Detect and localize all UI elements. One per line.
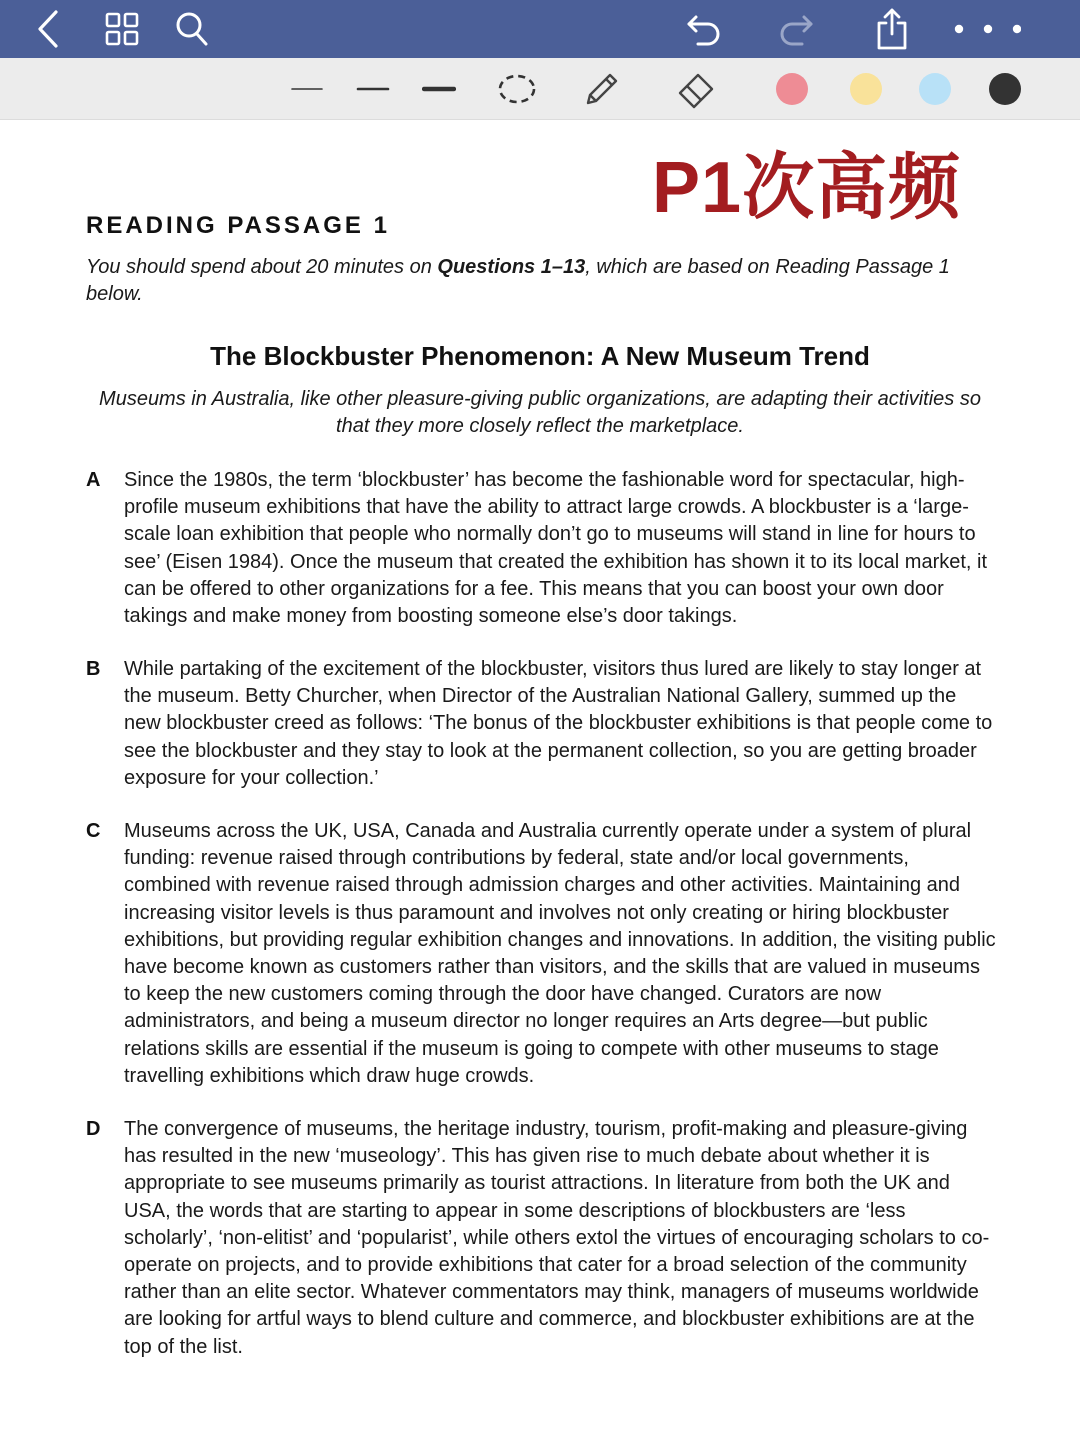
pen-toolbar [0,58,1080,120]
instructions [86,254,1006,308]
undo-icon[interactable] [680,0,728,58]
document-page[interactable] [0,120,1080,1440]
paragraph-text: The convergence of museums, the heritage industry, tourism, profit-making and pleasure-giving has resulted in the new ‘museology’. This has given rise to much debate about whether it is appropriate to see museums primarily as tourist attractions. In literature from both the UK and USA, the words that are starting to appear in some descriptions of blockbusters are ‘less scholarly’, ‘non-elitist’ and ‘popularist’, while others extol the virtues of encouraging scholars to co-operate on projects, and to provide exhibitions that cater for a broad selection of the community rather than an elite sector. Whatever commentators may think, managers of museums worldwide are looking for artful ways to blend culture and commerce, and blockbuster exhibitions are at the top of the list. [124,1118,990,1358]
paragraph-c [86,818,996,1090]
medium-line-icon[interactable] [354,58,392,120]
app-toolbar [0,0,1080,58]
paragraph-text: While partaking of the excitement of the blockbuster, visitors thus lured are likely to stay longer at the museum. Betty Churcher, when Director of the Australian National Gallery, summed up the new blockbuster creed as follows: ‘The bonus of the blockbuster exhibitions is that people come to see the blockbuster and they stay to look at the permanent collection, so you are getting broader exposure for your collection.’ [124,658,993,789]
paragraph-letter: D [86,1118,101,1140]
lasso-icon[interactable] [494,58,540,120]
paragraph-a [86,467,996,630]
paragraph-text: Since the 1980s, the term ‘blockbuster’ has become the fashionable word for spectacular, high-profile museum exhibitions that have the ability to attract large crowds. A blockbuster is a ‘large-scale loan exhibition that people who normally don’t go to museums will stand in line for hours to see’ (Eisen 1984). Once the museum that created the exhibition has shown it to its local market, it can be offered to other organizations for a fee. This means that you can boost your own door takings and make money from boosting someone else’s door takings. [124,469,988,628]
passage-heading: READING PASSAGE 1 [86,212,390,239]
stamp-label: P1次高频 [652,148,962,228]
paragraph-b [86,656,996,792]
grid-icon[interactable] [100,0,144,58]
instructions-questions: Questions 1–13 [437,256,586,278]
swatch-black[interactable] [987,58,1023,120]
black-swatch-icon [989,73,1021,105]
paragraph-letter: C [86,820,101,842]
swatch-pink[interactable] [774,58,810,120]
eraser-icon[interactable] [674,58,720,120]
pencil-icon[interactable] [580,58,624,120]
article-subtitle: Museums in Australia, like other pleasure-giving public organizations, are adapting their activities so that they more closely reflect the marketplace. [99,388,981,437]
share-icon[interactable] [868,0,916,58]
paragraph-text: Museums across the UK, USA, Canada and Australia currently operate under a system of plural funding: revenue raised through contributions by federal, state and/or local governments, combined with revenue raised through admission charges and other activities. Maintaining and increasing visitor levels is thus paramount and involves not only creating or hiring blockbuster exhibitions, but providing regular exhibition changes and innovations. In addition, the visiting public have become known as customers rather than visitors, and the skills that are valued in museums to keep the new customers coming through the door have changed. Curators are now administrators, and being a museum director no longer requires an Arts degree—but public relations skills are essential if the museum is going to compete with other museums to stage travelling exhibitions which draw huge crowds. [124,820,996,1087]
search-icon[interactable] [170,0,214,58]
article-title: The Blockbuster Phenomenon: A New Museum Trend [210,341,870,371]
paragraph-letter: A [86,469,101,491]
more-icon[interactable] [948,0,1024,58]
paragraph-d [86,1116,996,1361]
paragraph-letter: B [86,658,101,680]
pink-swatch-icon [776,73,808,105]
redo-icon[interactable] [772,0,820,58]
thick-line-icon[interactable] [420,58,458,120]
instructions-after: , which are based on Reading Passage 1 below. [86,256,950,305]
swatch-yellow[interactable] [848,58,884,120]
thin-line-icon[interactable] [288,58,326,120]
back-icon[interactable] [28,0,68,58]
yellow-swatch-icon [850,73,882,105]
instructions-before: You should spend about 20 minutes on [86,256,438,278]
light-blue-swatch-icon [919,73,951,105]
swatch-light-blue[interactable] [917,58,953,120]
